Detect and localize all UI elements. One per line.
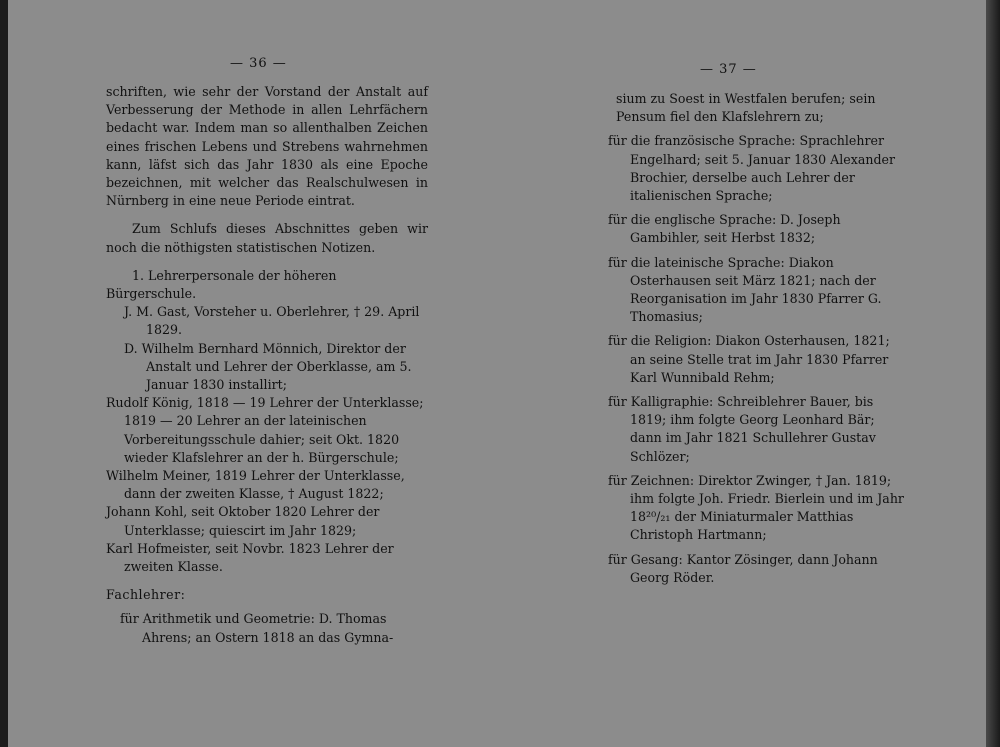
left-text-block [106, 83, 428, 647]
left-page [8, 0, 498, 747]
left-binding-edge [0, 0, 8, 747]
teacher-entry: J. M. Gast, Vorsteher u. Oberlehrer, † 29. April 1829. [124, 304, 420, 338]
subject-entry: für die französische Sprache: Sprachlehrer Engelhard; seit 5. Januar 1830 Alexander Brochier, derselbe auch Lehrer der italienischen Sprache; [608, 133, 896, 204]
teacher-entry: D. Wilhelm Bernhard Mönnich, Direktor der Anstalt und Lehrer der Oberklasse, am 5. Januar 1830 installirt; [124, 340, 412, 393]
right-page [498, 0, 986, 747]
continued-text: sium zu Soest in Westfalen berufen; sein Pensum fiel den Klafslehrern zu; [616, 91, 876, 125]
right-page-edge [986, 0, 1000, 747]
paragraph: Zum Schlufs dieses Abschnittes geben wir noch die nöthigsten statistischen Notizen. [106, 221, 428, 255]
subject-entry: für Gesang: Kantor Zösinger, dann Johann Georg Röder. [608, 551, 878, 585]
subject-entry: für Kalligraphie: Schreiblehrer Bauer, bis 1819; ihm folgte Georg Leonhard Bär; dann im Jahr 1821 Schullehrer Gustav Schlözer; [608, 394, 876, 464]
teacher-entry: Wilhelm Meiner, 1819 Lehrer der Unterklasse, dann der zweiten Klasse, † August 1822; [106, 468, 405, 502]
subject-entry: für die Religion: Diakon Osterhausen, 1821; an seine Stelle trat im Jahr 1830 Pfarrer Karl Wunnibald Rehm; [608, 333, 890, 385]
section-heading: Fachlehrer: [106, 587, 186, 603]
page-number-left: — 36 — [230, 56, 287, 71]
teacher-entry: Johann Kohl, seit Oktober 1820 Lehrer der Unterklasse; quiescirt im Jahr 1829; [106, 504, 380, 538]
subject-entry: für Zeichnen: Direktor Zwinger, † Jan. 1819; ihm folgte Joh. Friedr. Bierlein und im Jahr 18²⁰/₂₁ der Miniaturmaler Matthias Christoph Hartmann; [608, 472, 904, 543]
subject-entry: für Arithmetik und Geometrie: D. Thomas Ahrens; an Ostern 1818 an das Gymna- [120, 611, 394, 645]
subject-entry: für die englische Sprache: D. Joseph Gambihler, seit Herbst 1832; [608, 212, 841, 246]
teacher-entry: Rudolf König, 1818 — 19 Lehrer der Unterklasse; 1819 — 20 Lehrer an der lateinischen Vorbereitungsschule dahier; seit Okt. 1820 wieder Klafslehrer an der h. Bürgerschule; [106, 395, 424, 465]
paragraph: schriften, wie sehr der Vorstand der Anstalt auf Verbesserung der Methode in allen Lehrfächern bedacht war. Indem man so allenthalben Zeichen eines frischen Lebens und Strebens wahrnehmen kann, läfst sich das Jahr 1830 als eine Epoche bezeichnen, mit welcher das Realschulwesen in Nürnberg in eine neue Periode eintrat. [106, 84, 428, 209]
teacher-entry: Karl Hofmeister, seit Novbr. 1823 Lehrer der zweiten Klasse. [106, 540, 394, 575]
page-number-right: — 37 — [700, 62, 757, 77]
right-text-block [594, 90, 904, 587]
list-title: 1. Lehrerpersonale der höheren Bürgerschule. [106, 267, 337, 302]
subject-entry: für die lateinische Sprache: Diakon Osterhausen seit März 1821; nach der Reorganisation im Jahr 1830 Pfarrer G. Thomasius; [608, 254, 882, 325]
